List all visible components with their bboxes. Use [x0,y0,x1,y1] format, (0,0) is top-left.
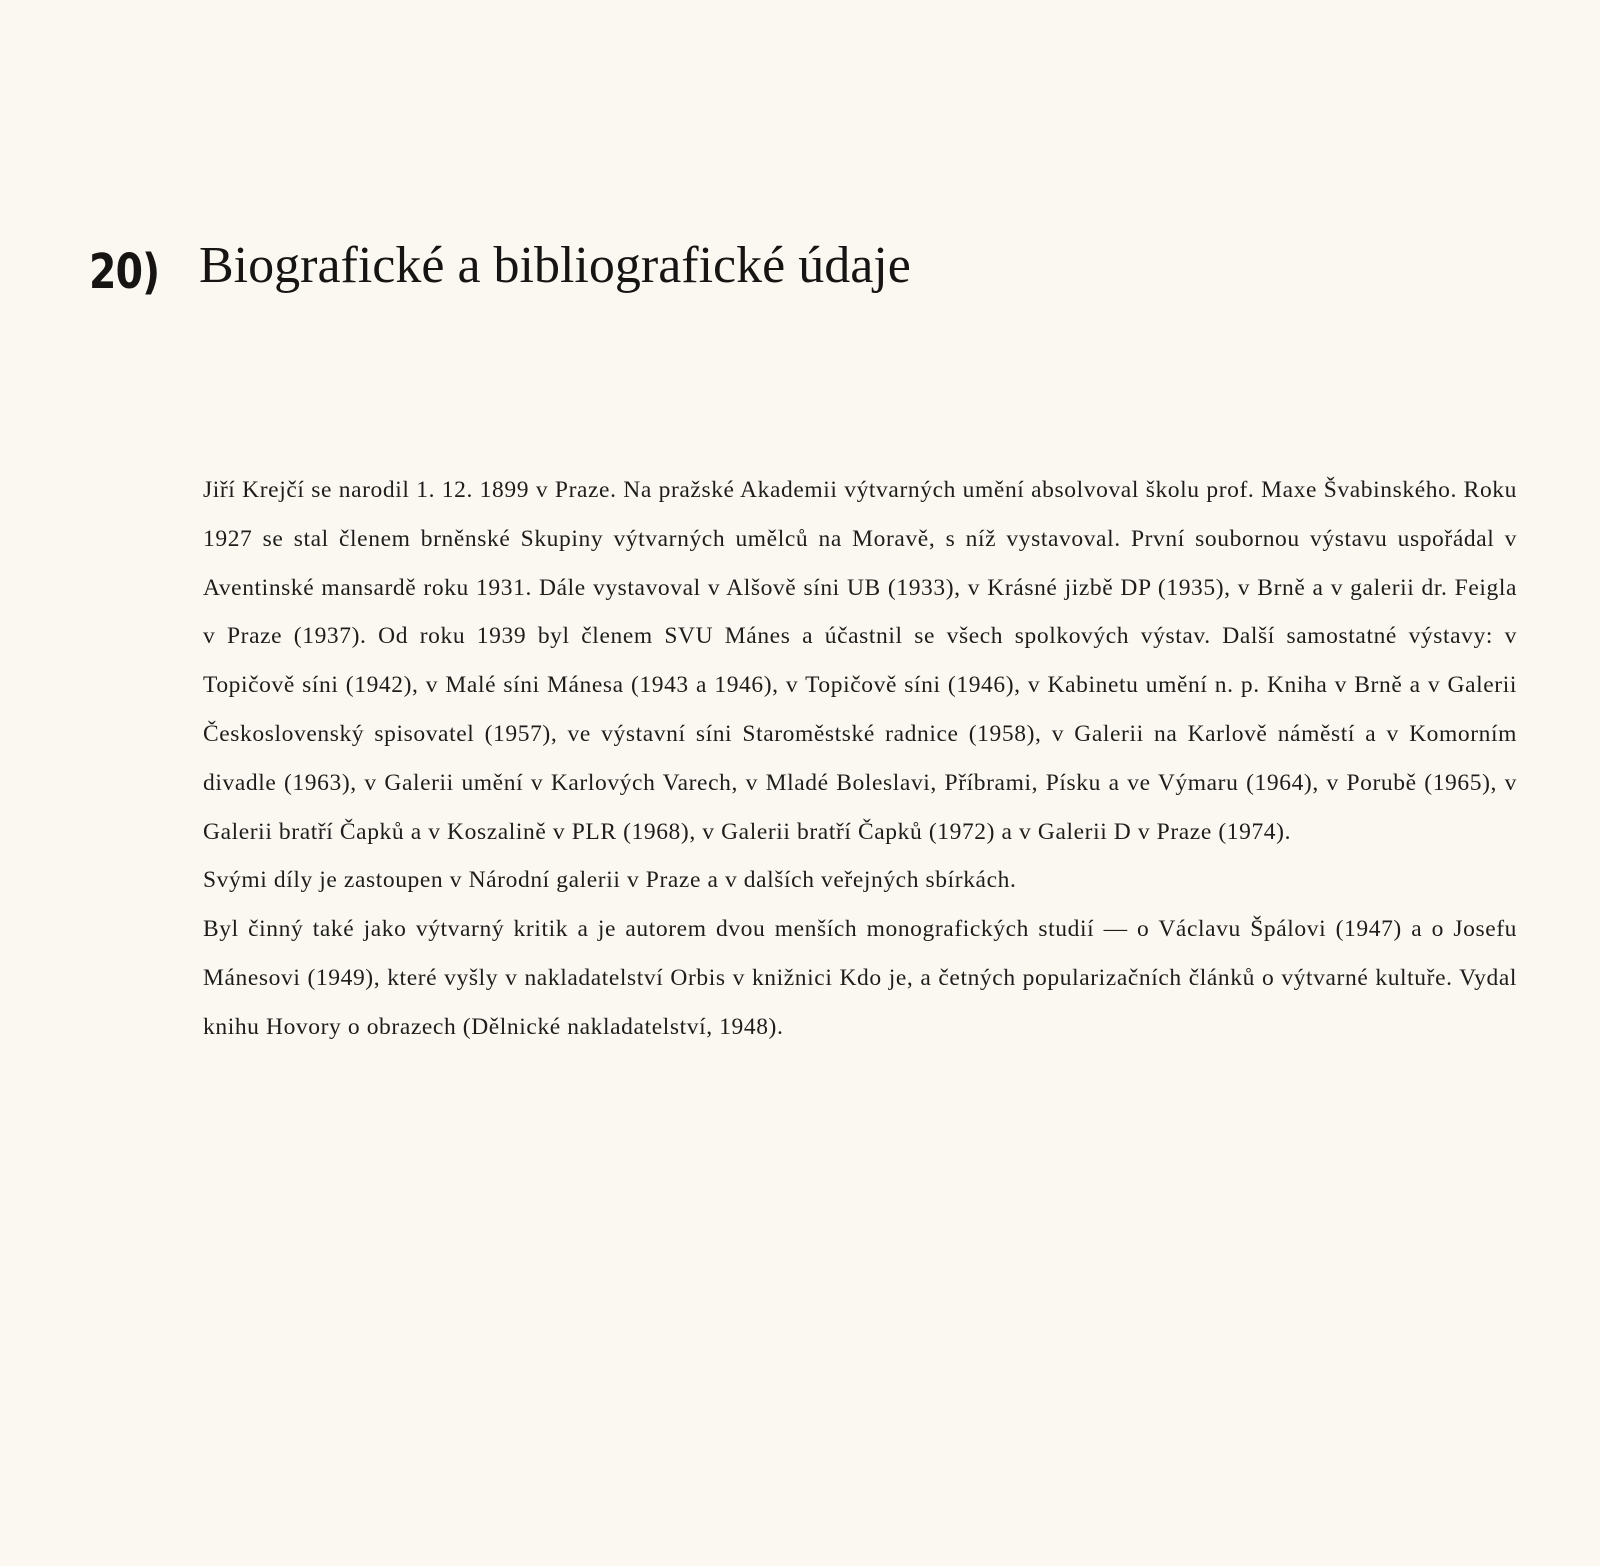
section-title: Biografické a bibliografické údaje [199,237,911,294]
paragraph-collections: Svými díly je zastoupen v Národní galerii v Praze a v dalších veřejných sbírkách. [203,867,1017,894]
section-number: 20) [89,244,160,300]
paragraph-biography: Jiří Krejčí se narodil 1. 12. 1899 v Praze. Na pražské Akademii výtvarných umění absolvoval školu prof. Maxe Švabinského. Roku 1927 se stal členem brněnské Skupiny výtvarných umělců na Moravě, s níž vystavoval. První soubornou výstavu uspořádal v Aventinské mansardě roku 1931. Dále vystavoval v Alšově síni UB (1933), v Krásné jizbě DP (1935), v Brně a v galerii dr. Feigla v Praze (1937). Od roku 1939 byl členem SVU Mánes a účastnil se všech spolkových výstav. Další samostatné výstavy: v Topičově síni (1942), v Malé síni Mánesa (1943 a 1946), v Topičově síni (1946), v Kabinetu umění n. p. Kniha v Brně a v Galerii Československý spisovatel (1957), ve výstavní síni Staroměstské radnice (1958), v Galerii na Karlově náměstí a v Komorním divadle (1963), v Galerii umění v Karlových Varech, v Mladé Boleslavi, Příbrami, Písku a ve Výmaru (1964), v Porubě (1965), v Galerii bratří Čapků a v Koszalině v PLR (1968), v Galerii bratří Čapků (1972) a v Galerii D v Praze (1974). [203,477,1517,845]
body-text [203,466,1517,1052]
paragraph-critic-work: Byl činný také jako výtvarný kritik a je autorem dvou menších monografických studií — o Václavu Špálovi (1947) a o Josefu Mánesovi (1949), které vyšly v nakladatelství Orbis v knižnici Kdo je, a četných popularizačních článků o výtvarné kultuře. Vydal knihu Hovory o obrazech (Dělnické nakladatelství, 1948). [203,916,1517,1040]
